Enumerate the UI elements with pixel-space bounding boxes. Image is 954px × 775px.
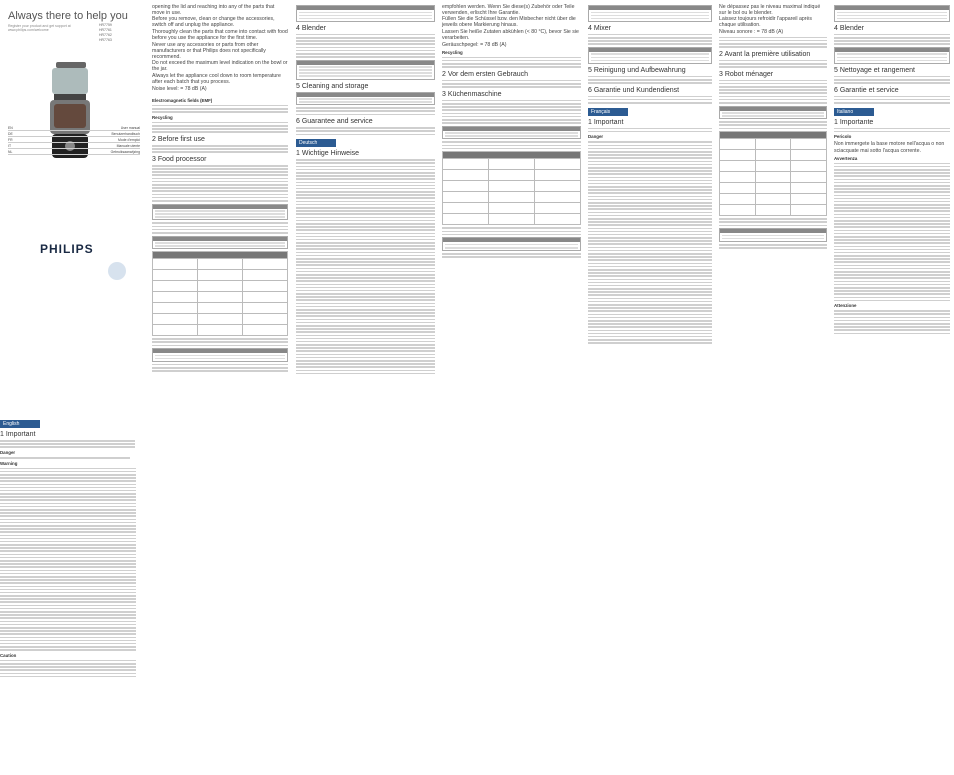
heading-important: 1 Important <box>0 431 36 438</box>
english-column-2 <box>148 0 292 775</box>
heading-garantie-fr: 6 Garantie et service <box>834 86 899 94</box>
model-number: HR7761 <box>99 28 112 32</box>
para: Ne dépassez pas le niveau maximal indiqué sur le bol ou le blender. <box>719 3 821 16</box>
heading-reinigung: 5 Reinigung und Aufbewahrung <box>588 66 686 74</box>
heading-recycling: Recycling <box>152 114 173 120</box>
disques-table <box>719 131 827 216</box>
english-column-3 <box>294 0 439 775</box>
note-box <box>296 60 435 80</box>
cover-column <box>0 0 148 775</box>
heading-vor-dem-ersten-gebrauch: 2 Vor dem ersten Gebrauch <box>442 70 528 78</box>
heading-warning: Warning <box>0 460 18 466</box>
para: Before you remove, clean or change the accessories, switch off and unplug the appliance. <box>152 16 275 29</box>
shield-icon <box>108 262 126 280</box>
note-box <box>588 47 712 64</box>
heading-guarantee: 6 Guarantee and service <box>296 118 373 126</box>
para: Lassen Sie heiße Zutaten abkühlen (< 80 °C), bevor Sie sie verarbeiten. <box>442 28 579 41</box>
para: opening the lid and reaching into any of the parts that move in use. <box>152 3 275 16</box>
heading-recycling-de: Recycling <box>442 49 463 55</box>
language-row: EN User manual <box>8 125 140 130</box>
language-row: FR Mode d'emploi <box>8 137 140 142</box>
scheiben-table <box>442 151 581 225</box>
note-box <box>152 236 288 250</box>
para: Thoroughly clean the parts that come into contact with food before you use the appliance for the first time. <box>152 28 288 41</box>
language-tab-deutsch: Deutsch <box>296 139 336 147</box>
cover-subtitle: Register your product and get support at www.philips.com/welcome <box>8 24 71 32</box>
heading-blender-fr: 4 Blender <box>834 24 864 32</box>
para: Laissez toujours refroidir l'appareil après chaque utilisation. <box>719 16 812 29</box>
brand-logo: PHILIPS <box>40 242 94 256</box>
heading-nettoyage: 5 Nettoyage et rangement <box>834 66 915 74</box>
french-column-2 <box>717 0 831 775</box>
cover-title: Always there to help you <box>8 10 128 22</box>
note-box <box>442 126 581 140</box>
language-tab-francais: Français <box>588 108 628 116</box>
note-box <box>719 106 827 120</box>
heading-wichtige-hinweise: 1 Wichtige Hinweise <box>296 150 360 158</box>
heading-pericolo: Pericolo <box>834 134 852 140</box>
para: Geräuschpegel: = 78 dB (A) <box>442 41 507 48</box>
language-row: NL Gebruiksaanwijzing <box>8 149 140 154</box>
note-box <box>588 5 712 22</box>
model-list <box>99 23 112 43</box>
note-box <box>834 5 950 22</box>
heading-attenzione: Attenzione <box>834 303 857 309</box>
para: Füllen Sie die Schüssel bzw. den Mixbecher nicht über die jeweils obere Markierung hinaus. <box>442 16 576 29</box>
german-column-3 <box>586 0 716 775</box>
note-box <box>296 92 435 106</box>
note-box <box>719 228 827 242</box>
heading-caution: Caution <box>0 652 17 658</box>
heading-emf: Electromagnetic fields (EMF) <box>152 97 213 103</box>
para: Noise level: = 78 dB (A) <box>152 85 207 92</box>
model-number: HR7762 <box>99 33 112 37</box>
discs-table <box>152 251 288 336</box>
heading-mixer: 4 Mixer <box>588 24 611 32</box>
heading-danger-fr: Danger <box>588 134 604 140</box>
language-table <box>8 125 140 155</box>
para: Never use any accessories or parts from other manufacturers or that Philips does not specifically recommend. <box>152 41 266 60</box>
heading-before-first-use: 2 Before first use <box>152 135 205 143</box>
language-row: IT Manuale utente <box>8 143 140 148</box>
model-number: HR7759 <box>99 23 112 27</box>
heading-blender: 4 Blender <box>296 24 326 32</box>
heading-avant-premiere: 2 Avant la première utilisation <box>719 50 811 58</box>
heading-important-fr: 1 Important <box>588 118 624 126</box>
language-row: DE Benutzerhandbuch <box>8 131 140 136</box>
note-box <box>152 204 288 221</box>
para: Always let the appliance cool down to room temperature after each batch that you process. <box>152 73 281 86</box>
heading-garantie: 6 Garantie und Kundendienst <box>588 86 680 94</box>
heading-avvertenza: Avvertenza <box>834 155 858 161</box>
para: empfohlen werden. Wenn Sie diese(s) Zubehör oder Teile verwenden, erlischt Ihre Garantie. <box>442 3 575 16</box>
german-column-2 <box>440 0 585 775</box>
para: Niveau sonore : = 78 dB (A) <box>719 28 784 35</box>
note-box <box>442 237 581 251</box>
heading-importante: 1 Importante <box>834 118 874 126</box>
italian-column <box>832 0 954 775</box>
note-box <box>834 47 950 64</box>
model-number: HR7763 <box>99 38 112 42</box>
para: Do not exceed the maximum level indication on the bowl or the jar. <box>152 60 288 73</box>
note-box <box>152 348 288 362</box>
language-tab-italiano: Italiano <box>834 108 874 116</box>
heading-robot-menager: 3 Robot ménager <box>719 70 774 78</box>
heading-cleaning: 5 Cleaning and storage <box>296 82 369 90</box>
heading-danger: Danger <box>0 449 16 455</box>
language-tab-english: English <box>0 420 40 428</box>
para: Non immergete la base motore nell'acqua o non sciacquate mai sotto l'acqua corrente. <box>834 141 945 154</box>
heading-kuechenmaschine: 3 Küchenmaschine <box>442 90 502 98</box>
note-box <box>296 5 435 22</box>
heading-food-processor: 3 Food processor <box>152 155 207 163</box>
